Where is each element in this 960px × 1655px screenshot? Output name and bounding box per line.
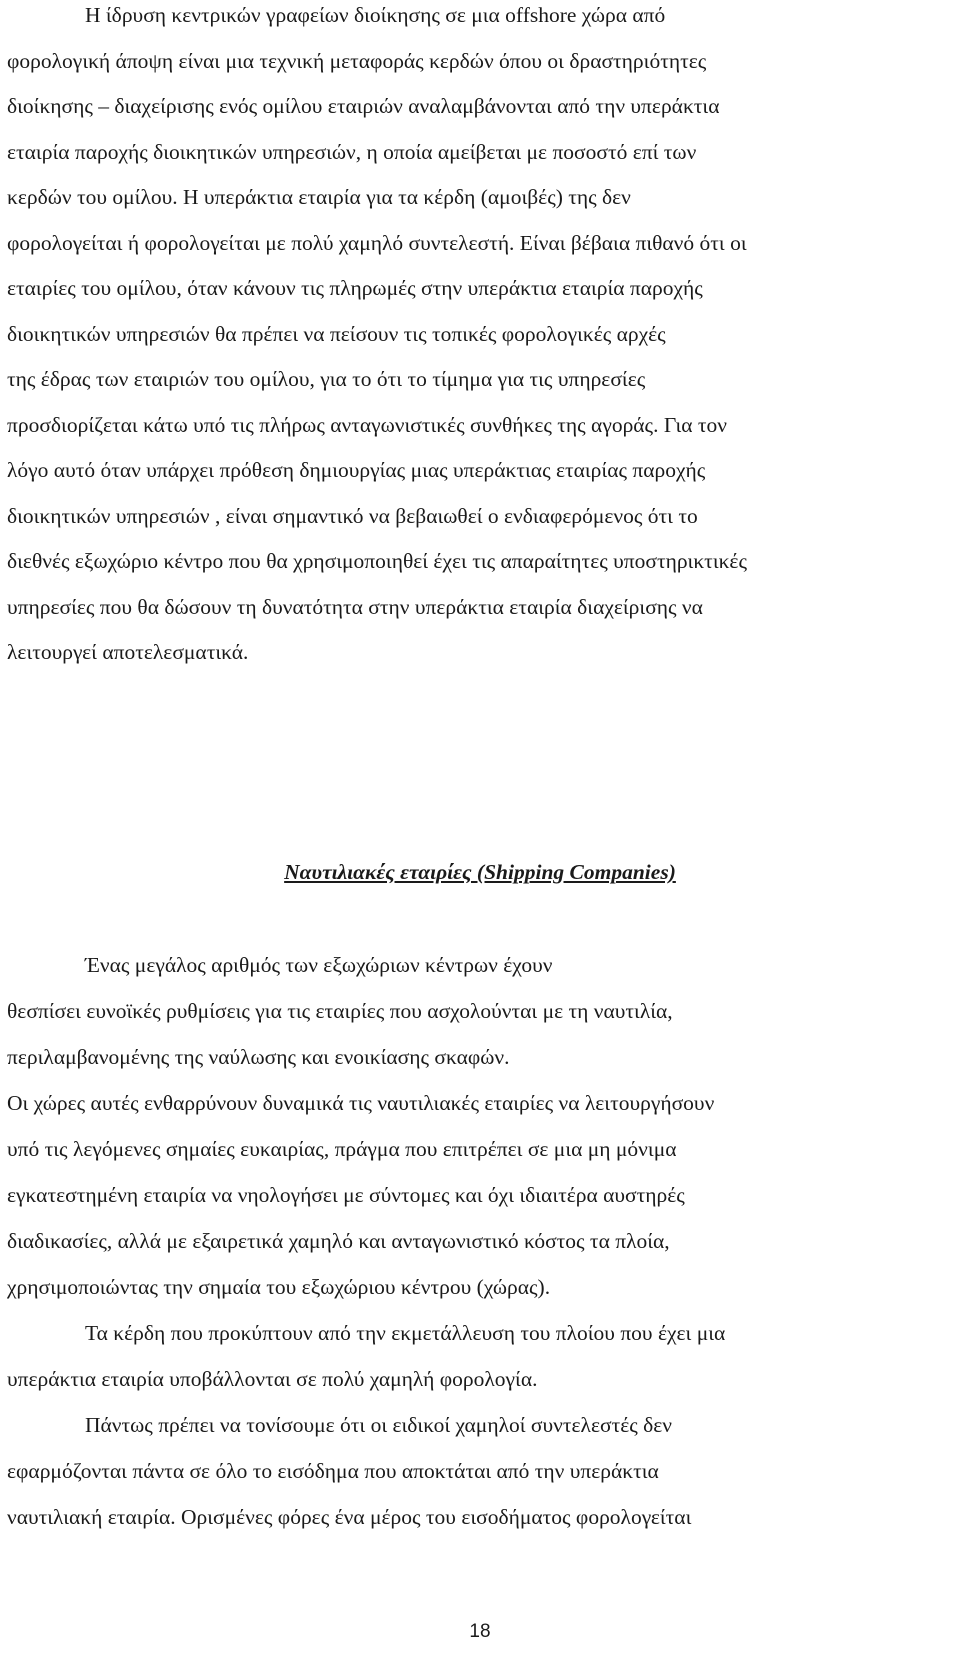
text-line: ναυτιλιακή εταιρία. Ορισμένες φόρες ένα μέρος του εισοδήματος φορολογείται [7, 1505, 692, 1529]
text-line: υπηρεσίες που θα δώσουν τη δυνατότητα στην υπεράκτια εταιρία διαχείρισης να [7, 595, 703, 619]
text-line: λειτουργεί αποτελεσματικά. [7, 640, 249, 664]
text-line: λόγο αυτό όταν υπάρχει πρόθεση δημιουργίας μιας υπεράκτιας εταιρίας παροχής [7, 458, 706, 482]
text-line: υπό τις λεγόμενες σημαίες ευκαιρίας, πράγμα που επιτρέπει σε μια μη μόνιμα [7, 1137, 677, 1161]
text-line: Πάντως πρέπει να τονίσουμε ότι οι ειδικοί χαμηλοί συντελεστές δεν [85, 1413, 673, 1437]
section-heading: Ναυτιλιακές εταιρίες (Shipping Companies) [284, 860, 676, 884]
text-line: της έδρας των εταιριών του ομίλου, για το ότι το τίμημα για τις υπηρεσίες [7, 367, 646, 391]
text-line: Οι χώρες αυτές ενθαρρύνουν δυναμικά τις ναυτιλιακές εταιρίες να λειτουργήσουν [7, 1091, 715, 1115]
text-line: θεσπίσει ευνοϊκές ρυθμίσεις για τις εταιρίες που ασχολούνται με τη ναυτιλία, [7, 999, 673, 1023]
text-line: διοικητικών υπηρεσιών θα πρέπει να πείσουν τις τοπικές φορολογικές αρχές [7, 322, 666, 346]
text-line: φορολογική άποψη είναι μια τεχνική μεταφοράς κερδών όπου οι δραστηριότητες [7, 49, 707, 73]
text-line: κερδών του ομίλου. Η υπεράκτια εταιρία για τα κέρδη (αμοιβές) της δεν [7, 185, 631, 209]
text-line: διαδικασίες, αλλά με εξαιρετικά χαμηλό και ανταγωνιστικό κόστος τα πλοία, [7, 1229, 670, 1253]
text-line: Η ίδρυση κεντρικών γραφείων διοίκησης σε μια offshore χώρα από [85, 3, 666, 27]
text-line: διεθνές εξωχώριο κέντρο που θα χρησιμοποιηθεί έχει τις απαραίτητες υποστηρικτικές [7, 549, 747, 573]
text-line: διοίκησης – διαχείρισης ενός ομίλου εταιριών αναλαμβάνονται από την υπεράκτια [7, 94, 720, 118]
text-line: προσδιορίζεται κάτω υπό τις πλήρως ανταγωνιστικές συνθήκες της αγοράς. Για τον [7, 413, 728, 437]
text-line: διοικητικών υπηρεσιών , είναι σημαντικό να βεβαιωθεί ο ενδιαφερόμενος ότι το [7, 504, 698, 528]
text-line: εγκατεστημένη εταιρία να νηολογήσει με σύντομες και όχι ιδιαιτέρα αυστηρές [7, 1183, 685, 1207]
text-line: εταιρίες του ομίλου, όταν κάνουν τις πληρωμές στην υπεράκτια εταιρία παροχής [7, 276, 703, 300]
text-line: χρησιμοποιώντας την σημαία του εξωχώριου κέντρου (χώρας). [7, 1275, 551, 1299]
text-line: Τα κέρδη που προκύπτουν από την εκμετάλλευση του πλοίου που έχει μια [85, 1321, 726, 1345]
text-line: Ένας μεγάλος αριθμός των εξωχώριων κέντρων έχουν [85, 953, 553, 977]
page-number: 18 [469, 1621, 491, 1642]
text-line: εταιρία παροχής διοικητικών υπηρεσιών, η οποία αμείβεται με ποσοστό επί των [7, 140, 697, 164]
text-line: εφαρμόζονται πάντα σε όλο το εισόδημα που αποκτάται από την υπεράκτια [7, 1459, 659, 1483]
text-line: υπεράκτια εταιρία υποβάλλονται σε πολύ χαμηλή φορολογία. [7, 1367, 538, 1391]
text-line: περιλαμβανομένης της ναύλωσης και ενοικίασης σκαφών. [7, 1045, 510, 1069]
text-line: φορολογείται ή φορολογείται με πολύ χαμηλό συντελεστή. Είναι βέβαια πιθανό ότι οι [7, 231, 747, 255]
